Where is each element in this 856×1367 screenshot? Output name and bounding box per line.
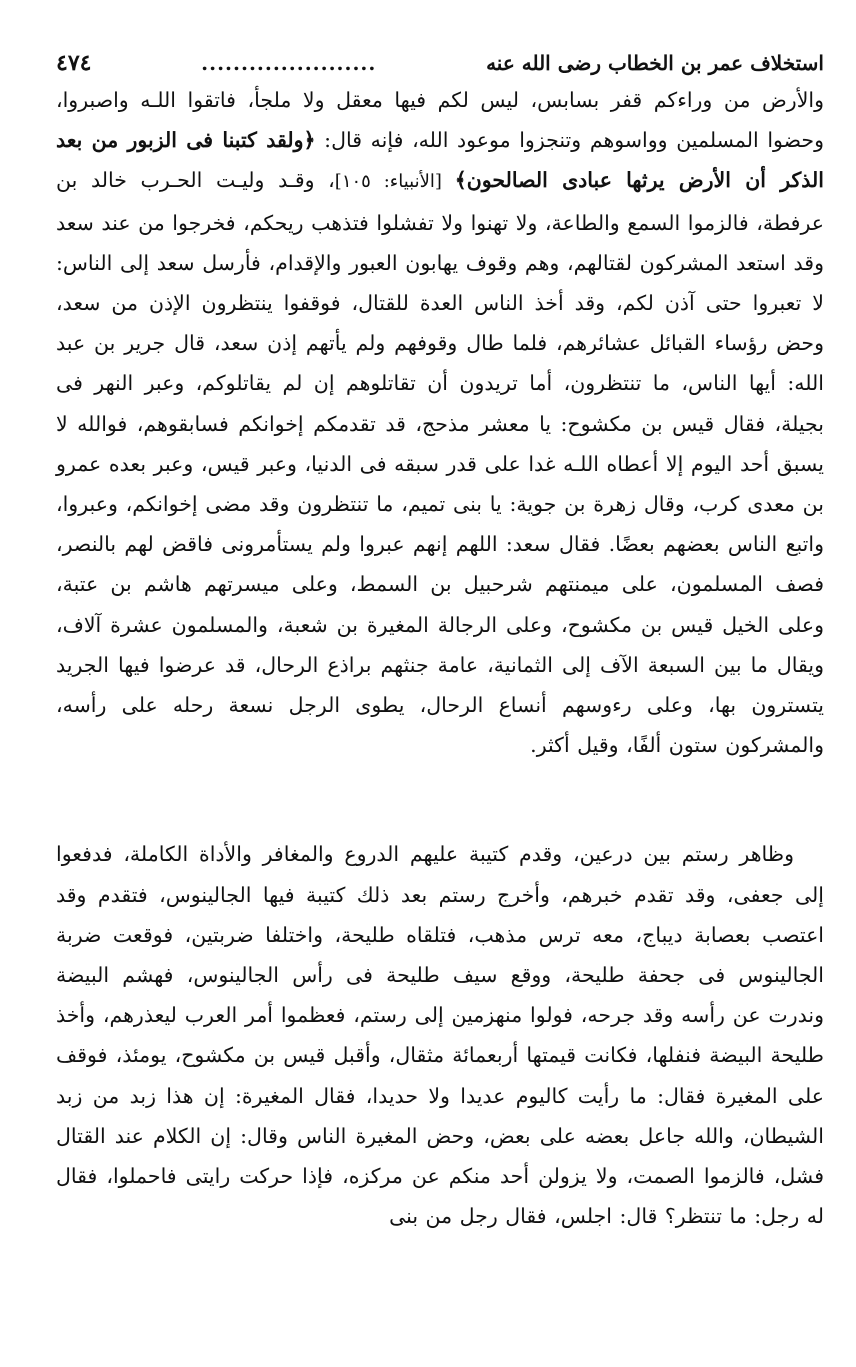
chapter-title: استخلاف عمر بن الخطاب رضى الله عنه — [486, 51, 824, 75]
paragraph-1 — [56, 80, 824, 765]
paragraph-1-text-a: والأرض من وراءكم قفر بسابس، ليس لكم فيها معقل ولا ملجأ، فاتقوا اللـه واصبروا، وحضوا المسلمين وواسوهم وتنجزوا موعود الله، فإنه قال: — [56, 88, 824, 153]
page-number: ٤٧٤ — [56, 50, 92, 76]
book-page — [56, 46, 824, 1236]
paragraph-1-text-b: ، وقـد وليـت الحـرب خالد بن عرفطة، فالزموا السمع والطاعة، ولا تهنوا ولا تفشلوا فتذهب ريحكم، فخرجوا من عند سعد وقد استعد المشركون لقتالهم، وهم وقوف يهابون العبور والإقدام، فأرسل سعد إلى الناس: لا تعبروا حتى آذن لكم، وقد أخذ الناس العدة للقتال، فوقفوا ينتظرون الإذن من سعد، وحض رؤساء القبائل عشائرهم، فلما طال وقوفهم ولم يأتهم إذن سعد، قال جرير بن عبد الله: أيها الناس، ما تنتظرون، أما تريدون أن تقاتلوهم إن لم يقاتلوكم، وعبر النهر فى بجيلة، فقال قيس بن مكشوح: يا معشر مذحج، قد تقدمكم إخوانكم فسابقوهم، فوالله لا يسبق أحد اليوم إلا أعطاه اللـه غدا على قدر سبقه فى الدنيا، وعبر قيس، وعبر بعده عمرو بن معدى كرب، وقال زهرة بن جوية: يا بنى تميم، ما تنتظرون وقد مضى إخوانكم، وعبروا، واتبع الناس بعضهم بعضًا. فقال سعد: اللهم إنهم عبروا ولم يستأمرونى فاقض لهم بالنصر، فصف المسلمون، على ميمنتهم شرحبيل بن السمط، وعلى ميسرتهم هاشم بن عتبة، وعلى الخيل قيس بن مكشوح، وعلى الرجالة المغيرة بن شعبة، والمسلمون عشرة آلاف، ويقال ما بين السبعة الآف إلى الثمانية، عامة جنثهم براذع الرحال، قد عرضوا فيها الجريد يتسترون بها، وعلى رءوسهم أنساع الرحال، يطوى الرجل نسعة رحله على رأسه، والمشركون ستون ألفًا، وقيل أكثر. — [56, 168, 824, 758]
verse-reference: [الأنبياء: ١٠٥] — [334, 171, 455, 193]
quran-verse: ﴿ولقد كتبنا فى الزبور من بعد الذكر أن الأرض يرثها عبادى الصالحون﴾ — [56, 128, 824, 193]
leader-dots: ...................... — [201, 51, 377, 75]
paragraph-spacer — [56, 765, 824, 834]
running-header — [56, 46, 824, 80]
paragraph-2: وظاهر رستم بين درعين، وقدم كتيبة عليهم الدروع والمغافر والأداة الكاملة، فدفعوا إلى جعفى، وقد تقدم خبرهم، وأخرج رستم بعد ذلك كتيبة فيها الجالينوس، فتقدم وقد اعتصب بعصابة ديباج، معه ترس مذهب، فتلقاه طليحة، واختلفا ضربتين، فوقعت ضربة الجالينوس فى جحفة طليحة، ووقع سيف طليحة فى رأس الجالينوس، فهشم البيضة وندرت عن رأسه وقد جرحه، فولوا منهزمين إلى رستم، فعظموا أمر العرب ليعذرهم، وأخذ طليحة البيضة فنفلها، فكانت قيمتها أربعمائة مثقال، وأقبل قيس بن مكشوح، يومئذ، فوقف على المغيرة فقال: ما رأيت كاليوم عديدا ولا حديدا، فقال المغيرة: إن هذا زبد من زبد الشيطان، والله جاعل بعضه على بعض، وحض المغيرة الناس وقال: إن الكلام عند القتال فشل، فالزموا الصمت، ولا يزولن أحد منكم عن مركزه، فإذا حركت رايتى فاحملوا، فقال له رجل: ما تنتظر؟ قال: اجلس، فقال رجل من بنى — [56, 842, 824, 1229]
